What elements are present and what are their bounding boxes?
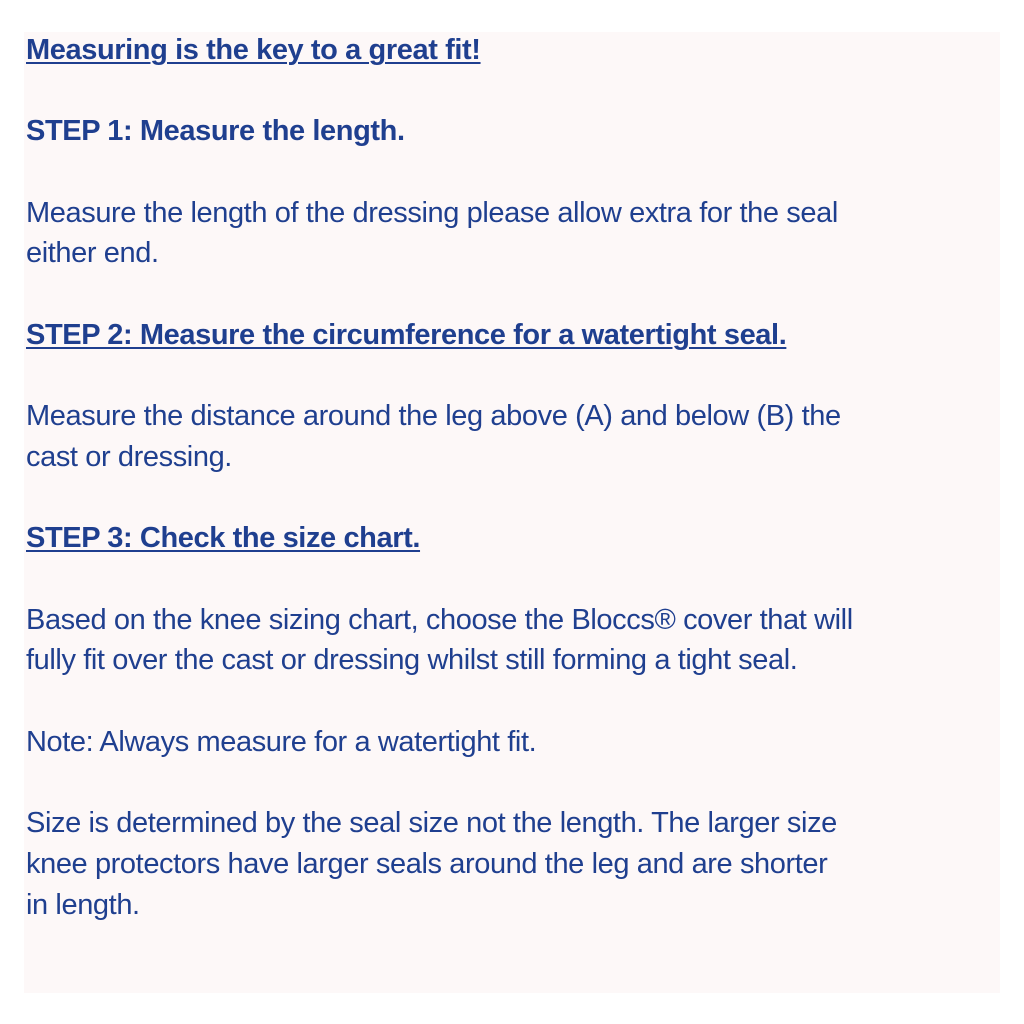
size-info-line: Size is determined by the seal size not the length. The larger size bbox=[26, 807, 837, 840]
step2-body bbox=[26, 396, 1016, 477]
size-info bbox=[26, 803, 1016, 925]
step3-body bbox=[26, 600, 1016, 681]
size-info-line: in length. bbox=[26, 888, 140, 921]
step3-title: STEP 3: Check the size chart. bbox=[26, 522, 421, 555]
measuring-guide bbox=[26, 30, 1016, 966]
step2-body-line: cast or dressing. bbox=[26, 440, 232, 473]
step1-body bbox=[26, 193, 1016, 274]
note-text: Note: Always measure for a watertight fit. bbox=[26, 725, 537, 758]
step2-body-line: Measure the distance around the leg above (A) and below (B) the bbox=[26, 400, 841, 433]
step1-title: STEP 1: Measure the length. bbox=[26, 115, 405, 148]
size-info-line: knee protectors have larger seals around the leg and are shorter bbox=[26, 847, 828, 880]
step1-body-line: either end. bbox=[26, 237, 159, 270]
page-heading: Measuring is the key to a great fit! bbox=[26, 34, 481, 66]
step3-body-line: Based on the knee sizing chart, choose the Bloccs® cover that will bbox=[26, 603, 853, 636]
step2-title: STEP 2: Measure the circumference for a watertight seal. bbox=[26, 318, 787, 351]
step3-body-line: fully fit over the cast or dressing whilst still forming a tight seal. bbox=[26, 644, 798, 677]
step1-body-line: Measure the length of the dressing please allow extra for the seal bbox=[26, 196, 838, 229]
